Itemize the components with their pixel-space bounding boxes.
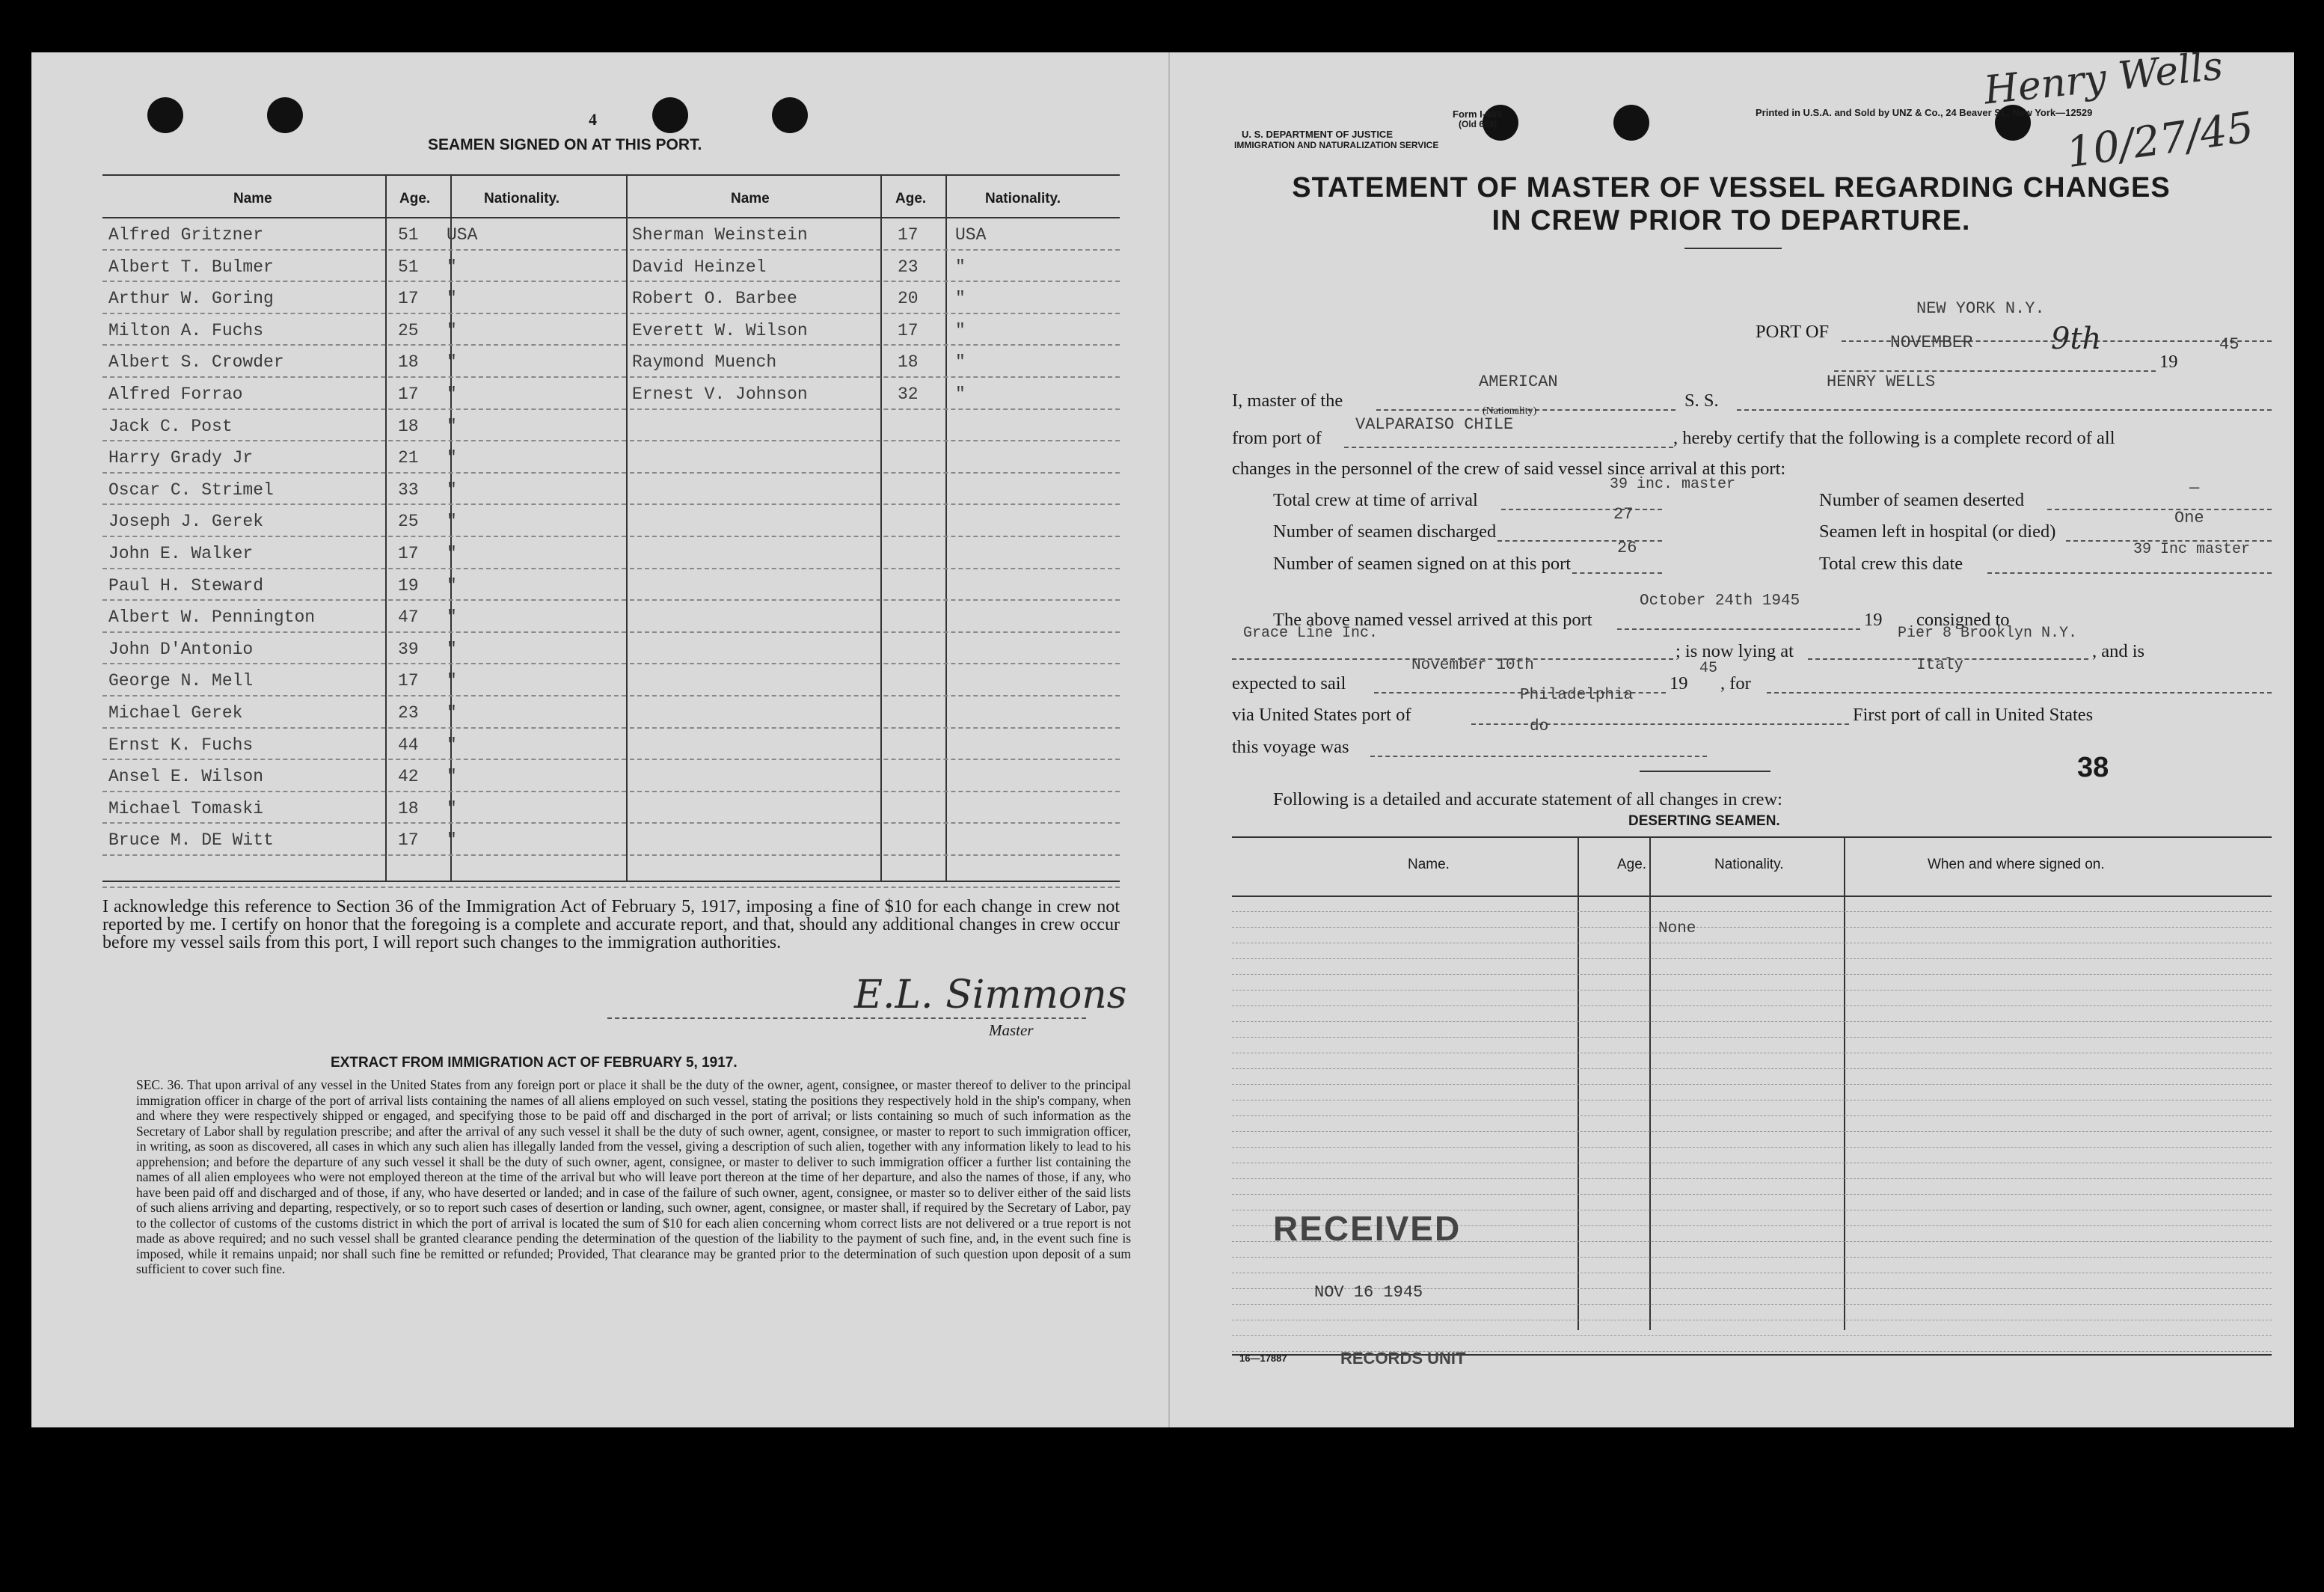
seaman-nationality: " [447, 798, 457, 818]
seaman-nationality: " [447, 289, 457, 309]
des-col-when-where: When and where signed on. [1928, 857, 2105, 872]
deserted-value: — [2189, 479, 2200, 498]
row-rule [630, 727, 1120, 729]
row-rule [630, 854, 1120, 856]
row-rule [102, 568, 626, 569]
lying-value: Pier 8 Brooklyn N.Y. [1898, 625, 2078, 642]
consigned-label: consigned to [1916, 610, 2010, 630]
title-line-1: STATEMENT OF MASTER OF VESSEL REGARDING CHANGES [1292, 172, 2171, 203]
seaman-name: Everett W. Wilson [632, 320, 808, 340]
for-label: , for [1720, 673, 1751, 694]
year-prefix-2: 19 [1864, 610, 1883, 630]
nationality-caption: (Nationality) [1483, 405, 1537, 417]
seaman-name: Michael Tomaski [108, 798, 264, 818]
deserting-row-rule [1232, 1115, 2272, 1116]
page-number: 4 [589, 110, 597, 129]
deserting-row-rule [1232, 911, 2272, 912]
seaman-nationality: " [447, 830, 457, 851]
seaman-age: 33 [398, 480, 419, 500]
table-row [102, 346, 1120, 378]
col-age-2: Age. [895, 191, 927, 206]
deserting-row-rule [1232, 1304, 2272, 1305]
row-rule [630, 313, 1120, 314]
master-of-label: I, master of the [1232, 391, 1343, 411]
row-rule [630, 440, 1120, 441]
seaman-age: 17 [398, 671, 419, 691]
seaman-nationality: " [447, 544, 457, 563]
row-rule [102, 887, 626, 888]
seaman-name: George N. Mell [108, 671, 254, 691]
seaman-nationality: " [955, 289, 966, 309]
seaman-nationality: " [447, 385, 457, 404]
row-rule [102, 727, 626, 729]
row-rule [102, 822, 626, 824]
row-rule [102, 599, 626, 601]
extract-title: EXTRACT FROM IMMIGRATION ACT OF FEBRUARY 5, 1917. [331, 1055, 738, 1071]
table-row [102, 506, 1120, 537]
deserting-row-rule [1232, 1257, 2272, 1258]
row-rule [630, 822, 1120, 824]
year-prefix-3: 19 [1670, 673, 1688, 694]
date-day: 9th [2051, 322, 2102, 356]
table-row [102, 634, 1120, 665]
port-label: PORT OF [1756, 322, 1830, 342]
year-suffix-2: 45 [1699, 660, 1718, 677]
table-row [102, 793, 1120, 824]
date-month: NOVEMBER [1890, 333, 1973, 352]
row-rule [102, 536, 626, 537]
certify-text: , hereby certify that the following is a complete record of all [1673, 428, 2115, 448]
expected-label: expected to sail [1232, 673, 1346, 694]
year-suffix: 45 [2219, 335, 2239, 354]
table-row [102, 601, 1120, 633]
printer-line: Printed in U.S.A. and Sold by UNZ & Co., 24 Beaver St., New York—12529 [1756, 107, 2093, 118]
received-date: NOV 16 1945 [1314, 1283, 1423, 1302]
table-row [102, 251, 1120, 283]
row-rule [630, 408, 1120, 410]
seaman-name: Albert W. Pennington [108, 607, 316, 628]
seaman-age: 18 [398, 352, 419, 373]
this-voyage-label: this voyage was [1232, 737, 1349, 757]
seaman-age: 17 [398, 289, 419, 309]
form-number: Form I-489 [1453, 108, 1502, 120]
seaman-nationality: " [447, 448, 457, 468]
seaman-nationality: " [955, 385, 966, 404]
seaman-nationality: " [447, 703, 457, 723]
seaman-age: 23 [898, 257, 919, 277]
total-crew-arrival-label: Total crew at time of arrival [1273, 490, 1478, 510]
lying-label: ; is now lying at [1675, 641, 1794, 661]
row-rule [102, 854, 626, 856]
seaman-age: 18 [898, 352, 919, 373]
seaman-nationality: USA [447, 225, 478, 245]
handwritten-date: 10/27/45 [2063, 102, 2257, 178]
seaman-name: Paul H. Steward [108, 575, 264, 596]
seaman-name: Sherman Weinstein [632, 225, 808, 245]
and-is: , and is [2092, 641, 2145, 661]
row-rule [630, 376, 1120, 378]
row-rule [630, 281, 1120, 282]
table-row [102, 665, 1120, 696]
row-rule [630, 344, 1120, 346]
row-rule [630, 599, 1120, 601]
nationality-value: AMERICAN [1479, 373, 1558, 391]
received-stamp: RECEIVED [1273, 1209, 1462, 1248]
seaman-name: Bruce M. DE Witt [108, 830, 274, 851]
seaman-name: Joseph J. Gerek [108, 512, 264, 532]
vessel-name: HENRY WELLS [1827, 373, 1936, 391]
via-value: Philadelphia [1520, 687, 1634, 704]
title-line-2: IN CREW PRIOR TO DEPARTURE. [1491, 205, 1971, 236]
seaman-age: 17 [898, 225, 919, 245]
table-row [102, 442, 1120, 474]
seaman-name: Milton A. Fuchs [108, 320, 264, 340]
row-rule [630, 536, 1120, 537]
seaman-name: Alfred Forrao [108, 385, 243, 404]
records-stamp: RECORDS UNIT [1340, 1349, 1466, 1368]
seaman-nationality: " [447, 512, 457, 532]
deserting-row-rule [1232, 990, 2272, 991]
col-name-2: Name [731, 191, 770, 206]
right-page [1168, 43, 2294, 1427]
arrived-value: October 24th 1945 [1640, 593, 1800, 610]
seaman-name: Ernst K. Fuchs [108, 735, 254, 755]
row-rule [102, 695, 626, 696]
master-signature: E.L. Simmons [854, 973, 1127, 1017]
arrived-label: The above named vessel arrived at this port [1273, 610, 1592, 630]
seaman-age: 51 [398, 225, 419, 245]
consignee-value: Grace Line Inc. [1243, 625, 1379, 642]
seaman-nationality: " [447, 257, 457, 277]
seaman-name: Jack C. Post [108, 416, 233, 436]
via-label: via United States port of [1232, 705, 1411, 725]
table-row [102, 379, 1120, 410]
table-row [102, 824, 1120, 856]
seaman-nationality: " [447, 352, 457, 373]
table-row [102, 474, 1120, 506]
seaman-age: 17 [398, 544, 419, 563]
seaman-name: Ansel E. Wilson [108, 767, 264, 787]
table-row [102, 411, 1120, 442]
signature-caption: Master [989, 1021, 1034, 1039]
total-crew-arrival-value: 39 inc. master [1610, 476, 1736, 493]
seaman-age: 17 [398, 830, 419, 851]
deserted-label: Number of seamen deserted [1819, 490, 2025, 510]
col-nationality: Nationality. [484, 191, 559, 206]
seaman-nationality: " [447, 416, 457, 436]
deserting-row-rule [1232, 1178, 2272, 1179]
seaman-nationality: " [955, 257, 966, 277]
table-row [102, 697, 1120, 729]
seaman-nationality: " [447, 480, 457, 500]
seaman-name: Michael Gerek [108, 703, 243, 723]
seaman-age: 18 [398, 416, 419, 436]
seaman-age: 44 [398, 735, 419, 755]
seaman-name: Harry Grady Jr [108, 448, 254, 468]
row-rule [102, 663, 626, 664]
seaman-age: 42 [398, 767, 419, 787]
form-old: (Old 659) [1459, 119, 1497, 129]
row-rule [630, 759, 1120, 760]
port-value: NEW YORK N.Y. [1916, 299, 2045, 318]
seaman-name: Ernest V. Johnson [632, 385, 808, 404]
row-rule [102, 631, 626, 633]
signed-on-label: Number of seamen signed on at this port [1273, 554, 1572, 574]
table-row [102, 570, 1120, 601]
signed-on-heading: SEAMEN SIGNED ON AT THIS PORT. [428, 136, 702, 153]
row-rule [630, 663, 1120, 664]
deserting-row-rule [1232, 1131, 2272, 1132]
seaman-age: 39 [398, 639, 419, 659]
seaman-name: David Heinzel [632, 257, 767, 277]
extract-text: SEC. 36. That upon arrival of any vessel in the United States from any foreign port or place it shall be the duty of the owner, agent, consignee, or master thereof to deliver to the principal immigration officer in charge of the port of arrival lists containing the names of all aliens employed on such vessel, stating the positions they respectively hold in the ship's company, when and where they were respectively shipped or engaged, and specifying those to be paid off and discharged in the port of arrival; or lists containing so much of such information as the Secretary of Labor shall by regulation prescribe; and after the arrival of any such vessel it shall be the duty of such owner, agent, consignee, or master to report to such immigration officer, in writing, as soon as discovered, all cases in which any such alien has illegally landed from the vessel, giving a description of such alien, together with any information likely to lead to his apprehension; and before the departure of any such vessel it shall be the duty of such owner, agent, consignee, or master to deliver to such immigration officer a further list containing the names of all alien employees who were not employed thereon at the time of the arrival but who will leave port thereon at the time of her departure, and also the names of those, if any, who have been paid off and discharged and of those, if any, who have deserted or landed; and in case of the failure of such owner, agent, consignee, or master so to deliver either of the said lists of such aliens arriving and departing, respectively, or so to report such cases of desertion or landing, such owner, agent, consignee, or master shall, if required by the Secretary of Labor, pay to the collector of customs of the customs district in which the port of arrival is located the sum of $10 for each alien concerning whom correct lists are not delivered or a true report is not made as above required; and no such vessel shall be granted clearance pending the determination of the question of the liability to the payment of such fine, and, in the event such fine is imposed, while it remains unpaid; nor shall such fine be remitted or refunded; Provided, That clearance may be granted prior to the determination of such question upon deposit of a sum sufficient to cover such fine. [136, 1077, 1131, 1276]
seaman-nationality: " [447, 735, 457, 755]
following-text: Following is a detailed and accurate statement of all changes in crew: [1273, 789, 1782, 809]
table-row [102, 761, 1120, 792]
deserting-row-rule [1232, 1335, 2272, 1336]
total-crew-date-value: 39 Inc master [2133, 541, 2251, 558]
expected-value: November 10th [1411, 657, 1534, 674]
discharged-value: 27 [1613, 505, 1634, 524]
des-col-nationality: Nationality. [1714, 857, 1784, 872]
seaman-nationality: " [447, 671, 457, 691]
seaman-nationality: " [447, 575, 457, 596]
service: IMMIGRATION AND NATURALIZATION SERVICE [1234, 140, 1439, 150]
col-age: Age. [399, 191, 431, 206]
table-row [102, 283, 1120, 314]
for-value: Italy [1916, 657, 1964, 674]
col-nationality-2: Nationality. [985, 191, 1061, 206]
row-rule [630, 568, 1120, 569]
seaman-age: 19 [398, 575, 419, 596]
seaman-nationality: " [447, 767, 457, 787]
seaman-age: 25 [398, 320, 419, 340]
left-page [31, 52, 1168, 1427]
seaman-name: Arthur W. Goring [108, 289, 274, 309]
seaman-age: 18 [398, 798, 419, 818]
ss-label: S. S. [1684, 391, 1719, 411]
seaman-age: 17 [398, 385, 419, 404]
seaman-age: 32 [898, 385, 919, 404]
col-name: Name [233, 191, 272, 206]
seaman-name: Alfred Gritzner [108, 225, 264, 245]
seaman-name: John D'Antonio [108, 639, 254, 659]
row-rule [102, 503, 626, 505]
big-number: 38 [2077, 752, 2109, 783]
year-prefix: 19 [2159, 352, 2178, 372]
acknowledgement-text: I acknowledge this reference to Section 36 of the Immigration Act of February 5, 1917, imposing a fine of $10 for each change in crew not reported by me. I certify on honor that the foregoing is a complete and accurate report, and that, should any additional changes in crew occur before my vessel sails from this port, I will report such changes to the immigration authorities. [102, 897, 1120, 952]
hospital-label: Seamen left in hospital (or died) [1819, 521, 2056, 542]
row-rule [102, 440, 626, 441]
table-row [102, 315, 1120, 346]
row-rule [102, 791, 626, 792]
signed-on-value: 26 [1617, 539, 1637, 557]
seaman-age: 25 [398, 512, 419, 532]
row-rule [630, 631, 1120, 633]
seaman-age: 51 [398, 257, 419, 277]
row-rule [630, 791, 1120, 792]
discharged-label: Number of seamen discharged [1273, 521, 1497, 542]
seaman-name: Albert T. Bulmer [108, 257, 274, 277]
deserting-row-rule [1232, 958, 2272, 959]
deserting-row-rule [1232, 1194, 2272, 1195]
seaman-nationality: " [447, 607, 457, 628]
changes-text: changes in the personnel of the crew of said vessel since arrival at this port: [1232, 459, 1786, 479]
first-port-label: First port of call in United States [1853, 705, 2094, 725]
footer-code: 16—17887 [1239, 1353, 1287, 1364]
des-col-name: Name. [1408, 857, 1450, 872]
table-row [102, 538, 1120, 569]
seaman-nationality: USA [955, 225, 987, 245]
total-crew-date-label: Total crew this date [1819, 554, 1963, 574]
document-sheet [31, 43, 2294, 1427]
seaman-age: 21 [398, 448, 419, 468]
deserting-none: None [1658, 920, 1696, 937]
deserting-row-rule [1232, 1005, 2272, 1006]
deserting-row-rule [1232, 927, 2272, 928]
des-col-age: Age. [1617, 857, 1647, 872]
deserting-row-rule [1232, 1068, 2272, 1069]
handwritten-vessel-name: Henry Wells [1981, 43, 2225, 114]
row-rule [630, 249, 1120, 251]
seaman-name: Raymond Muench [632, 352, 777, 373]
seaman-nationality: " [447, 320, 457, 340]
deserting-row-rule [1232, 1084, 2272, 1085]
department: U. S. DEPARTMENT OF JUSTICE [1242, 129, 1393, 140]
deserting-row-rule [1232, 1147, 2272, 1148]
seaman-name: John E. Walker [108, 544, 254, 563]
row-rule [630, 695, 1120, 696]
hospital-value: One [2174, 509, 2204, 527]
deserting-row-rule [1232, 974, 2272, 975]
seaman-age: 20 [898, 289, 919, 309]
deserting-heading: DESERTING SEAMEN. [1628, 813, 1780, 829]
seaman-age: 47 [398, 607, 419, 628]
seaman-name: Robert O. Barbee [632, 289, 797, 309]
seaman-age: 23 [398, 703, 419, 723]
seaman-name: Albert S. Crowder [108, 352, 284, 373]
row-rule [630, 472, 1120, 474]
seaman-nationality: " [955, 352, 966, 373]
row-rule [630, 887, 1120, 888]
seaman-nationality: " [955, 320, 966, 340]
this-voyage-value: do [1530, 718, 1549, 735]
row-rule [630, 503, 1120, 505]
row-rule [102, 759, 626, 760]
seaman-nationality: " [447, 639, 457, 659]
deserting-row-rule [1232, 1021, 2272, 1022]
table-row [102, 729, 1120, 761]
seaman-age: 17 [898, 320, 919, 340]
seaman-name: Oscar C. Strimel [108, 480, 274, 500]
deserting-row-rule [1232, 1037, 2272, 1038]
from-port-value: VALPARAISO CHILE [1355, 415, 1514, 434]
row-rule [102, 472, 626, 474]
from-port-label: from port of [1232, 428, 1322, 448]
table-row [102, 219, 1120, 251]
